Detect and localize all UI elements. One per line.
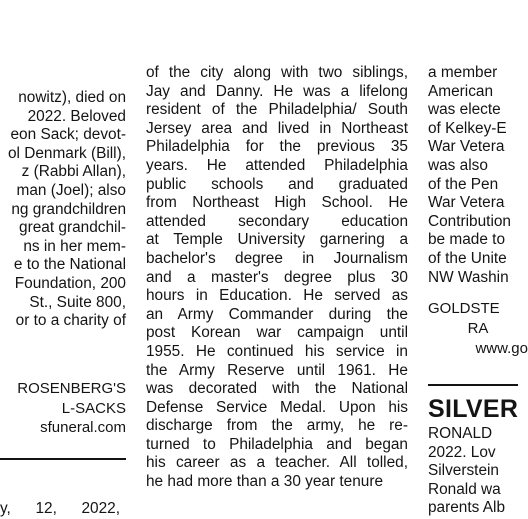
right-text-line: of the Pen <box>428 175 499 193</box>
left-text-line: nowitz), died on <box>18 89 126 106</box>
right-text-line: War Vetera <box>428 138 505 156</box>
middle-text-line: discharge from the army, he re- <box>146 417 408 435</box>
left-text-line: great grandchil- <box>19 219 126 237</box>
middle-text-line: the Army Reserve until 1961. He <box>146 361 408 379</box>
left-text-line: St., Suite 800, <box>29 293 126 311</box>
right-next-text-line: Ronald wa <box>428 480 501 498</box>
left-next-obituary-partial: y, 12, 2022, <box>0 500 120 517</box>
middle-text-line: years. He attended Philadelphia <box>146 156 408 174</box>
right-next-obituary-heading: SILVER <box>428 395 519 423</box>
left-text-line: e to the National <box>13 256 126 274</box>
middle-text-line: from Northeast High School. He <box>146 194 408 212</box>
left-text-line: Foundation, 200 <box>14 274 126 292</box>
middle-text-line: resident of the Philadelphia/ South <box>146 101 408 119</box>
middle-text-line: 1955. He continued his service in <box>146 342 408 360</box>
middle-text-line: Philadelphia for the previous 35 <box>146 138 408 156</box>
middle-text-line: was decorated with the National <box>146 380 408 398</box>
left-funeral-line: L-SACKS <box>61 399 126 417</box>
right-funeral-line: www.go <box>475 340 528 357</box>
left-text-line: ns in her mem- <box>23 237 126 255</box>
middle-text-line: and a master's degree plus 30 <box>146 268 408 286</box>
right-next-obituary-text <box>428 425 528 518</box>
right-text-line: was also <box>428 156 488 174</box>
right-next-text-line: RONALD <box>428 425 493 442</box>
right-funeral-home-block <box>428 299 528 359</box>
middle-text-line: hours in Education. He served as <box>146 287 408 305</box>
middle-text-line: post Korean war campaign until <box>146 324 408 342</box>
left-text-line: or to a charity of <box>15 312 126 330</box>
left-text-line: 2022. Beloved <box>27 107 126 125</box>
middle-obituary-text <box>146 64 408 492</box>
right-text-line: was electe <box>428 101 501 119</box>
left-text-line: ng grandchildren <box>11 200 126 218</box>
middle-text-line: his career as a teacher. All tolled, <box>146 454 408 472</box>
middle-text-line: public schools and graduated <box>146 175 408 193</box>
middle-text-line: attended secondary education <box>146 212 408 230</box>
middle-text-line: he had more than a 30 year tenure <box>146 473 384 491</box>
left-column <box>0 0 126 517</box>
left-obituary-text <box>0 89 126 331</box>
left-divider-rule <box>0 458 126 460</box>
middle-text-line: turned to Philadelphia and began <box>146 435 408 453</box>
middle-column <box>146 0 408 512</box>
right-funeral-line: RA <box>467 320 489 337</box>
middle-text-line: Jersey area and lived in Northeast <box>146 119 408 137</box>
middle-text-line: at Temple University garnering a <box>146 231 408 249</box>
right-column <box>428 0 528 517</box>
right-text-line: War Vetera <box>428 194 505 212</box>
right-text-line: American <box>428 82 494 100</box>
right-next-text-line: 2022. Lov <box>428 443 496 461</box>
right-text-line: of the Unite <box>428 249 507 267</box>
left-text-line: z (Rabbi Allan), <box>21 163 126 181</box>
right-text-line: NW Washin <box>428 268 509 286</box>
right-text-line: Contribution <box>428 212 511 230</box>
right-text-line: a member <box>428 64 498 81</box>
right-divider-rule <box>428 384 518 386</box>
right-next-text-line: parents Alb <box>428 499 506 517</box>
middle-text-line: of the city along with two siblings, <box>146 64 408 81</box>
left-funeral-line: sfuneral.com <box>40 419 126 436</box>
left-funeral-line: ROSENBERG'S <box>17 380 126 397</box>
right-text-line: of Kelkey-E <box>428 119 507 137</box>
left-text-line: eon Sack; devot- <box>10 126 126 144</box>
middle-text-line: Jay and Danny. He was a lifelong <box>146 82 408 100</box>
middle-text-line: bachelor's degree in Journalism <box>146 249 408 267</box>
middle-text-line: Defense Service Medal. Upon his <box>146 398 408 416</box>
middle-text-line: an Army Commander during the <box>146 305 408 323</box>
right-obituary-text <box>428 64 528 287</box>
left-funeral-home-block <box>0 379 126 438</box>
right-funeral-line: GOLDSTE <box>428 300 500 317</box>
right-next-text-line: Silverstein <box>428 462 499 480</box>
left-text-line: ol Denmark (Bill), <box>7 144 126 162</box>
right-text-line: be made to <box>428 231 506 249</box>
left-text-line: man (Joel); also <box>16 181 126 199</box>
